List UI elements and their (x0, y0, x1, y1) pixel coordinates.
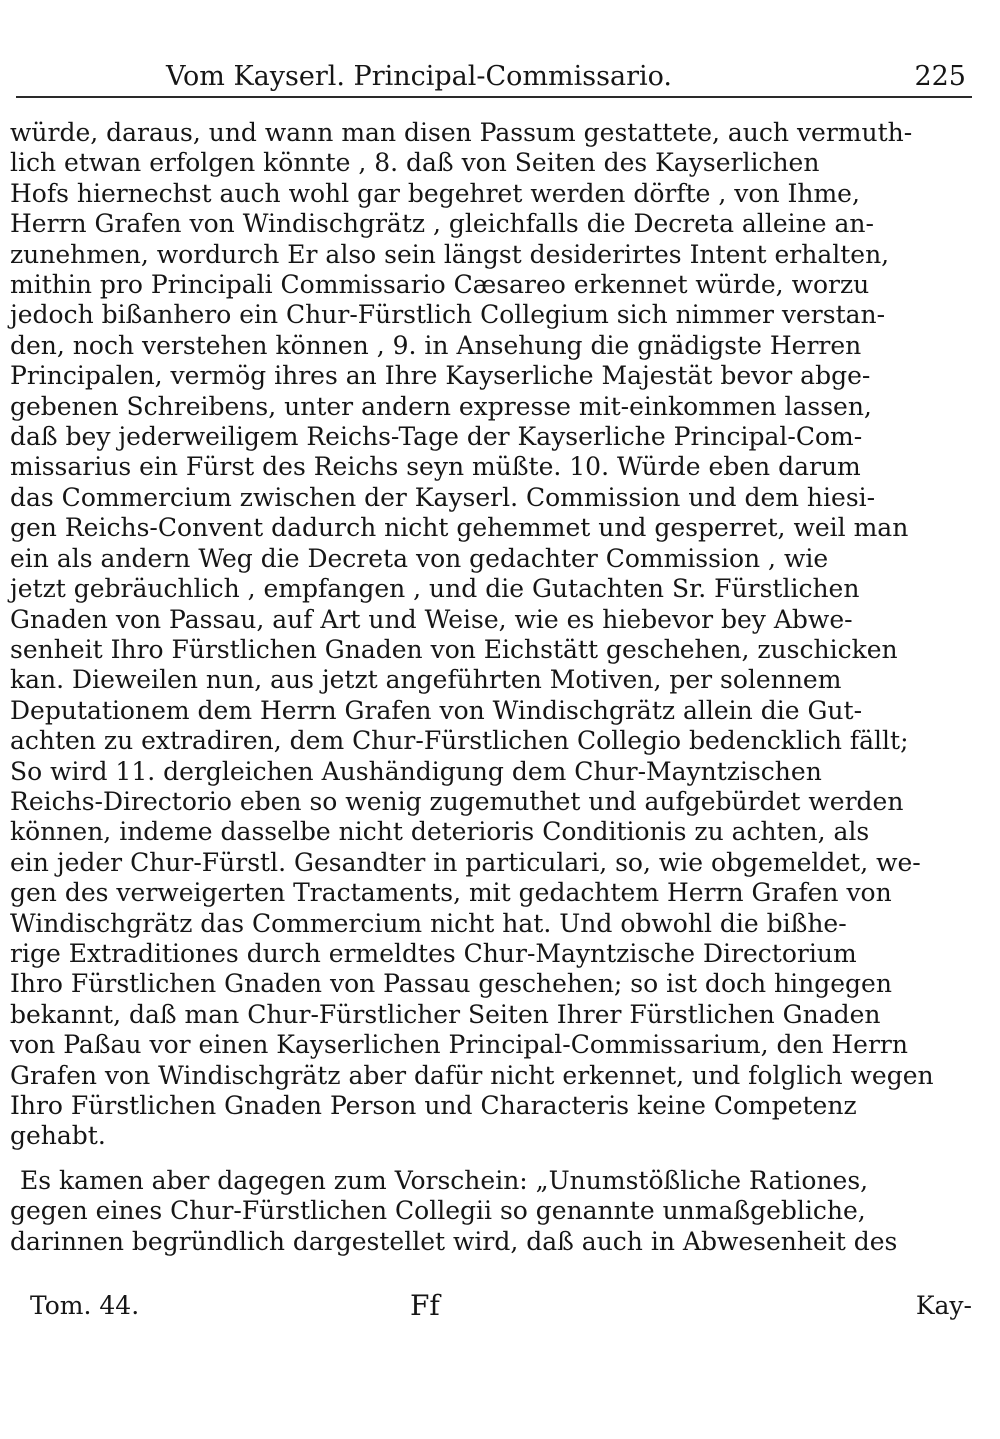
text-line: Principalen, vermög ihres an Ihre Kayserliche Majestät bevor abge- (10, 361, 871, 391)
text-line: lich etwan erfolgen könnte , 8. daß von Seiten des Kayserlichen (10, 148, 820, 178)
text-line: von Paßau vor einen Kayserlichen Principal-Commissarium, den Herrn (10, 1030, 908, 1060)
text-line: bekannt, daß man Chur-Fürstlicher Seiten Ihrer Fürstlichen Gnaden (10, 999, 881, 1029)
text-line: Gnaden von Passau, auf Art und Weise, wie es hiebevor bey Abwe- (10, 604, 853, 634)
text-line: gehabt. (10, 1121, 106, 1151)
text-line: Hofs hiernechst auch wohl gar begehret werden dörfte , von Ihme, (10, 178, 860, 208)
text-line: Reichs-Directorio eben so wenig zugemuthet und aufgebürdet werden (10, 786, 904, 816)
paragraph-gap (10, 1152, 804, 1166)
page-number: 225 (914, 61, 966, 92)
paragraph-1 (10, 118, 934, 1152)
text-line: Grafen von Windischgrätz aber dafür nicht erkennet, und folglich wegen (10, 1060, 934, 1090)
text-line: missarius ein Fürst des Reichs seyn müßte. 10. Würde eben darum (10, 452, 861, 482)
text-line: daß bey jederweiligem Reichs-Tage der Kayserliche Principal-Com- (10, 422, 863, 452)
volume-label: Tom. 44. (30, 1291, 140, 1320)
text-line: würde, daraus, und wann man disen Passum gestattete, auch vermuth- (10, 118, 913, 147)
text-line: das Commercium zwischen der Kayserl. Commission und dem hiesi- (10, 482, 876, 512)
text-line: gen des verweigerten Tractaments, mit gedachtem Herrn Grafen von (10, 878, 892, 908)
text-line: achten zu extradiren, dem Chur-Fürstlichen Collegio bedencklich fällt; (10, 726, 909, 756)
body-text (10, 118, 934, 1257)
text-line: zunehmen, wordurch Er also sein längst desiderirtes Intent erhalten, (10, 239, 890, 269)
text-line: Windischgrätz das Commercium nicht hat. Und obwohl die bißhe- (10, 908, 847, 938)
text-line: jedoch bißanhero ein Chur-Fürstlich Collegium sich nimmer verstan- (10, 300, 886, 330)
text-line: gebenen Schreibens, unter andern expresse mit-einkommen lassen, (10, 391, 872, 421)
text-line: Ihro Fürstlichen Gnaden Person und Characteris keine Competenz (10, 1091, 857, 1120)
text-line: So wird 11. dergleichen Aushändigung dem Chur-Mayntzischen (10, 756, 822, 786)
text-line: ein jeder Chur-Fürstl. Gesandter in particulari, so, wie obgemeldet, we- (10, 847, 921, 877)
text-line: rige Extraditiones durch ermeldtes Chur-Mayntzische Directorium (10, 938, 857, 968)
running-title: Vom Kayserl. Principal-Commissario. (166, 61, 672, 92)
text-line: Ihro Fürstlichen Gnaden von Passau geschehen; so ist doch hingegen (10, 969, 892, 999)
text-line: können, indeme dasselbe nicht deterioris Conditionis zu achten, als (10, 817, 870, 847)
text-line: ein als andern Weg die Decreta von gedachter Commission , wie (10, 543, 829, 573)
text-line: den, noch verstehen können , 9. in Ansehung die gnädigste Herren (10, 330, 862, 360)
text-line: gen Reichs-Convent dadurch nicht gehemmet und gesperret, weil man (10, 513, 909, 543)
text-line: Herrn Grafen von Windischgrätz , gleichfalls die Decreta alleine an- (10, 209, 874, 239)
text-line: senheit Ihro Fürstlichen Gnaden von Eichstätt geschehen, zuschicken (10, 634, 898, 664)
text-line: mithin pro Principali Commissario Cæsareo erkennet würde, worzu (10, 270, 870, 300)
catchword: Kay- (915, 1291, 972, 1320)
page-footer (30, 1290, 972, 1330)
text-line: darinnen begründlich dargestellet wird, daß auch in Abwesenheit des (10, 1226, 898, 1256)
running-header (16, 60, 972, 98)
text-line: kan. Dieweilen nun, aus jetzt angeführten Motiven, per solennem (10, 665, 842, 695)
text-line: Es kamen aber dagegen zum Vorschein: „Unumstößliche Rationes, (20, 1165, 869, 1195)
paragraph-2 (10, 1165, 898, 1257)
text-line: gegen eines Chur-Fürstlichen Collegii so genannte unmaßgebliche, (10, 1196, 866, 1226)
text-line: Deputationem dem Herrn Grafen von Windischgrätz allein die Gut- (10, 695, 863, 725)
text-line: jetzt gebräuchlich , empfangen , und die Gutachten Sr. Fürstlichen (10, 574, 860, 604)
signature-mark: Ff (410, 1289, 440, 1322)
